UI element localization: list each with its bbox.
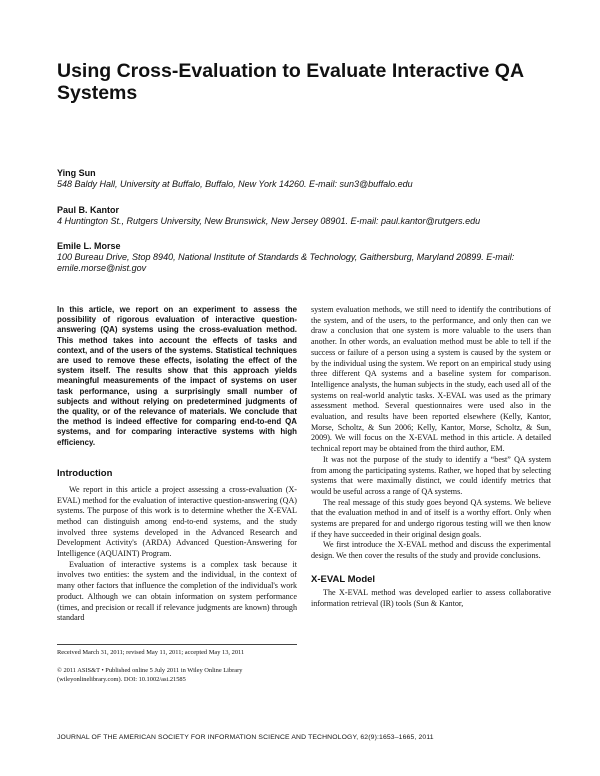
footnote [57, 644, 297, 685]
paragraph: We report in this article a project assessing a cross-evaluation (X-EVAL) method for the evaluation of interactive question-answering (QA) systems. The purpose of this work is to determine whether the X-EVAL method can distinguish among end-to-end systems, and the study involved three systems developed in the Advanced Research and Development Activity's (ARDA) Advanced Question-Answering for Intelligence (AQUAINT) Program. [57, 484, 297, 559]
author-name: Ying Sun [57, 168, 96, 178]
footnote-divider [57, 644, 297, 645]
paragraph: Evaluation of interactive systems is a complex task because it involves two entities: the system and the individual, in the context of many other factors that influence the completion of the individual's work product. Although we can obtain information on system performance (times, and precision or recall if relevance judgments are known) through standard [57, 559, 297, 623]
paragraph: We first introduce the X-EVAL method and discuss the experimental design. We then cover the results of the study and provide conclusions. [311, 540, 551, 561]
right-column [311, 305, 551, 609]
copyright-notice: © 2011 ASIS&T • Published online 5 July 2011 in Wiley Online Library (wileyonlinelibrary.com). DOI: 10.1002/asi.21585 [57, 666, 243, 683]
section-heading-introduction: Introduction [57, 467, 113, 479]
received-dates: Received March 31, 2011; revised May 11, 2011; accepted May 13, 2011 [57, 649, 245, 656]
paragraph: system evaluation methods, we still need to identify the contributions of the system, and of the users, to the performance, and only then can we draw a conclusion that one system is more valuable to the users than another. In other words, an evaluation method must be able to tell if the success or failure of a person using a system is caused by the system or by the individual using the system. We report on an empirical study using three different QA systems and a baseline system for comparison. Intelligence analysts, the human subjects in the study, each used all of the systems on real-world analytic tasks. X-EVAL was used as the primary assessment method. Several questionnaires were used also in the evaluation, and results have been reported elsewhere (Kelly, Kantor, Morse, Scholtz, & Sun 2006; Kelly, Kantor, Morse, Scholtz, & Sun, 2009). We will focus on the X-EVAL method in this article. A detailed technical report may be obtained from the third author, EM. [311, 305, 551, 454]
left-column [57, 305, 297, 624]
abstract: In this article, we report on an experiment to assess the possibility of rigorous evaluation of interactive question-answering (QA) systems using the cross-evaluation method. This method takes into account the effects of tasks and context, and of the users of the systems. Statistical techniques are used to remove these effects, isolating the effect of the system itself. The results show that this approach yields meaningful measurements of the impact of systems on user task performance, using a surprisingly small number of subjects and without relying on predetermined judgments of the quality, or of the relevance of materials. We conclude that the method is indeed effective for comparing end-to-end QA systems, and for comparing interactive systems with high efficiency. [57, 305, 297, 447]
paragraph: The X-EVAL method was developed earlier to assess collaborative information retrieval (IR) tools (Sun & Kantor, [311, 587, 551, 608]
author-block [57, 168, 557, 190]
journal-footer: JOURNAL OF THE AMERICAN SOCIETY FOR INFORMATION SCIENCE AND TECHNOLOGY, 62(9):1653–1665, 2011 [57, 734, 434, 741]
author-block [57, 241, 557, 274]
paragraph: The real message of this study goes beyond QA systems. We believe that the evaluation method in and of itself is a worthy effort. Only when systems are prepared for and undergo rigorous testing will we then know if they have succeeded in their original design goals. [311, 497, 551, 539]
author-affiliation: 100 Bureau Drive, Stop 8940, National Institute of Standards & Technology, Gaithersburg, Maryland 20899. E-mail: emile.morse@nist.gov [57, 252, 515, 273]
author-affiliation: 4 Huntington St., Rutgers University, New Brunswick, New Jersey 08901. E-mail: paul.kantor@rutgers.edu [57, 216, 481, 226]
paragraph: It was not the purpose of the study to identify a “best” QA system from among the participating systems. Rather, we hoped that by selecting systems that were maximally distinct, we could identify metrics that would be useful across a range of QA systems. [311, 454, 551, 496]
author-affiliation: 548 Baldy Hall, University at Buffalo, Buffalo, New York 14260. E-mail: sun3@buffalo.edu [57, 179, 413, 189]
author-name: Emile L. Morse [57, 241, 121, 251]
author-block [57, 205, 557, 227]
author-name: Paul B. Kantor [57, 205, 120, 215]
article-title: Using Cross-Evaluation to Evaluate Interactive QA Systems [57, 60, 524, 104]
section-heading-xeval-model: X-EVAL Model [311, 573, 376, 585]
